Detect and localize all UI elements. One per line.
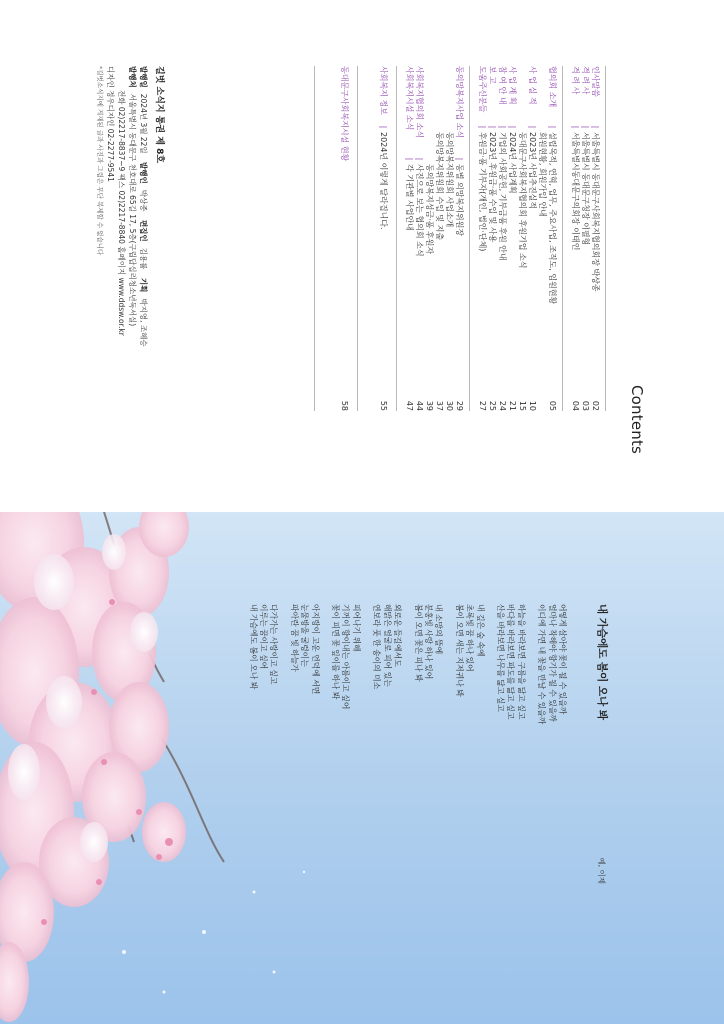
toc-page-number: 30 — [445, 400, 454, 411]
poem — [237, 604, 610, 884]
toc-entry-text: 서울특별시 동대문구청장 이필형 — [581, 132, 590, 246]
toc-entry[interactable] — [404, 66, 414, 411]
toc-page-number: 05 — [548, 400, 557, 411]
toc-separator: | — [508, 125, 517, 129]
poem-line: 초록빛 꿈 하나 있어 — [465, 604, 475, 672]
stanza — [453, 604, 484, 884]
poem-line: 다가가는 사랑이고 싶고 — [269, 604, 279, 685]
toc-entry-text: 2024년 사업계획 — [508, 132, 517, 194]
toc-entry[interactable] — [378, 66, 388, 411]
poem-line: 아지랑이 고운 언덕에 서면 — [310, 604, 320, 695]
stanza — [288, 604, 319, 884]
toc-entry[interactable] — [590, 66, 600, 411]
poem-line: 어떻게 살아야 꽃이 될 수 있을까 — [558, 604, 567, 715]
toc-section-label: 사회복지 정보 — [379, 66, 388, 115]
poem-line: 해맑은 얼굴로 피어 있는 — [382, 604, 392, 687]
stanza — [536, 604, 567, 884]
poem-author: 예, 이제 — [597, 857, 606, 884]
toc-section-label: 참 여 안 내 — [498, 66, 507, 105]
toc-entry-text: 서울특별시동대문구의회장 이태인 — [571, 132, 580, 251]
toc-page-number: 04 — [571, 400, 580, 411]
issue-title: 길벗 소식지 통권 제 8호 — [154, 66, 164, 164]
toc-page-number: 39 — [425, 400, 434, 411]
toc-entry[interactable] — [527, 66, 537, 411]
stanza — [495, 604, 526, 884]
toc-separator: | — [581, 125, 590, 129]
toc-separator: | — [591, 125, 600, 129]
toc-entry[interactable] — [547, 66, 557, 411]
poem-line: 하늘을 바라보면 구름을 닮고 싶고 — [516, 604, 526, 720]
toc-entry-text: 동의망복지위원회 사업소개 — [445, 132, 454, 228]
toc-page-number: 47 — [405, 400, 414, 411]
contact-info: 전화 02)2217-8837~9 팩스 02)2217-8840 홈페이지 www.ddsw.or.kr — [117, 90, 126, 336]
toc-page-number: 02 — [591, 400, 600, 411]
toc-entry-text: 사진으로 보는 협의회 소식 — [415, 164, 424, 257]
toc-group-info — [358, 66, 397, 411]
toc-entry-text: 서울특별시 동대문구사회복지협의회장 박상종 — [591, 132, 600, 292]
toc-entry[interactable] — [414, 66, 424, 411]
toc-section-label: 동의망복지사업 소식 — [455, 66, 464, 139]
toc-entry-text: 회원현황, 회원가입 안내 — [538, 132, 547, 217]
toc-entry-text: 동의망복지위원회 수입 및 지출 — [435, 132, 444, 241]
toc-page-number: 03 — [581, 400, 590, 411]
toc-entry-continued — [537, 66, 547, 411]
design-credit: 디자인 정우디자인 02-2277-9541 — [106, 66, 115, 182]
poem-line: 연보라 풋 한 송이의 미소 — [372, 604, 382, 690]
poem-line: 봄이 오면 꽃은 피나 봐 — [413, 604, 423, 682]
table-of-contents — [314, 66, 606, 411]
toc-page-number: 10 — [528, 400, 537, 411]
toc-page-number: 25 — [488, 400, 497, 411]
toc-separator: | — [379, 125, 388, 129]
poem-page — [0, 512, 724, 1024]
poem-line: 외로운 들길에서도 — [393, 604, 403, 667]
toc-page-number: 29 — [455, 400, 464, 411]
toc-group-facilities — [315, 66, 358, 411]
poem-line: 이디에 가면 내 꽃을 만날 수 있을까 — [537, 604, 547, 725]
poem-line: 얼마나 착해야 향기가 될 수 있을까 — [547, 604, 557, 722]
poem-line: 바다를 바라보면 파도를 닮고 싶고 — [506, 604, 516, 720]
poem-line: 산을 바라보면 나무를 닮고 싶고 — [495, 604, 505, 712]
toc-page-number: 24 — [498, 400, 507, 411]
toc-entry[interactable] — [444, 66, 454, 411]
stanza — [330, 604, 361, 884]
toc-entry-text: 2023년 후원금·품 수입 및 사용 — [488, 132, 497, 243]
toc-separator: | — [548, 125, 557, 129]
toc-group-greetings — [563, 66, 606, 411]
toc-group-council — [470, 66, 563, 411]
toc-entry[interactable] — [339, 66, 349, 411]
poem-title: 내 가슴에도 봄이 오나 봐 — [596, 604, 608, 721]
falling-petals — [122, 871, 305, 994]
toc-entry[interactable] — [424, 66, 434, 411]
toc-separator: | — [528, 125, 537, 129]
colophon — [94, 66, 164, 436]
poem-header — [595, 604, 610, 884]
toc-section-label: 사 업 실 적 — [528, 66, 537, 105]
toc-entry-text: 동대문구사회복지협의회 후원기업 소식 — [518, 132, 527, 269]
poem-line: 이루는 꿈이고 싶어 — [259, 604, 269, 670]
toc-section-label: 인사말씀 — [591, 66, 600, 97]
toc-page-number: 15 — [518, 400, 527, 411]
poem-line: 내 가슴에도 봄이 오나 봐 — [248, 604, 258, 690]
toc-separator: | — [405, 157, 414, 161]
toc-entry-text: 동의망복지성금·품 후원자 — [425, 164, 434, 255]
poem-line: 꽃이 피면 꽃 잎이를 하나 봐 — [331, 604, 341, 700]
toc-entry[interactable] — [517, 66, 527, 411]
toc-section-label: 사 업 계 획 — [508, 66, 517, 105]
toc-page-number: 44 — [415, 400, 424, 411]
toc-entry[interactable] — [507, 66, 517, 411]
toc-separator: | — [498, 125, 507, 129]
toc-page-number: 58 — [340, 400, 349, 411]
toc-entry[interactable] — [477, 66, 487, 411]
poem-line: 내 소망의 뜰에 — [434, 604, 444, 655]
toc-entry-text: 2024년 이렇게 달라집니다. — [379, 132, 388, 230]
toc-page-number: 27 — [478, 400, 487, 411]
publication-info: 발행일2024년 3월 22일 발행인박상종 편집인김용률 기획박지영, 조혜승 — [139, 66, 148, 347]
toc-entry[interactable] — [570, 66, 580, 411]
toc-entry-text: 2023년 사업추진실적 — [528, 132, 537, 209]
copyright-notice: *길벗소식지에 게재된 글과 사진과 그림은 무단 복제할 수 없습니다 — [96, 66, 104, 256]
toc-separator: | — [415, 157, 424, 161]
toc-page-number: 21 — [508, 400, 517, 411]
toc-entry-text: 기업의 사회공헌, 기부금품 후원 안내 — [498, 132, 507, 261]
contents-title: Contents — [628, 385, 646, 455]
poem-line: 봄이 오면 새는 지저귀나 봐 — [454, 604, 464, 697]
poem-line: 눈물방울 굴렁이는 — [300, 604, 310, 667]
stanza — [247, 604, 278, 884]
poem-line: 파아란 꿈 빛 하늘가 — [289, 604, 299, 672]
toc-section-label: 협의회 소개 — [548, 66, 557, 108]
toc-entry-text: 동별 의망복지위원장 — [455, 164, 464, 237]
poem-line: 내 깊은 숲 속에 — [475, 604, 485, 657]
toc-separator: | — [478, 125, 487, 129]
toc-entry[interactable] — [434, 66, 444, 411]
poem-line: 기꺼이 향이내는 아름이고 싶어 — [341, 604, 351, 710]
toc-entry[interactable] — [487, 66, 497, 411]
toc-page-number: 55 — [379, 400, 388, 411]
toc-entry[interactable] — [580, 66, 590, 411]
toc-section-label: 격 려 사 — [581, 66, 590, 95]
toc-entry-text: 설립목적, 연혁, 업무, 주요사업, 조직도, 임원현황 — [548, 132, 557, 305]
poem-line: 피어나기 위해 — [351, 604, 361, 652]
stanza — [371, 604, 402, 884]
toc-separator: | — [571, 125, 580, 129]
toc-page-number: 37 — [435, 400, 444, 411]
toc-section-label: 사회복지협의회 소식 — [415, 66, 424, 139]
toc-divider — [314, 66, 315, 411]
stanza — [412, 604, 443, 884]
toc-separator: | — [488, 125, 497, 129]
toc-group-news — [397, 66, 470, 411]
toc-section-label: 동대문구사회복지시설 현황 — [340, 66, 349, 162]
toc-entry-text: 각 기관별 사업안내 — [405, 164, 414, 231]
toc-section-label: 보 고 — [488, 66, 497, 84]
toc-separator: | — [455, 157, 464, 161]
publisher-address: 발행처서울특별시 동대문구 천호대로 65길 17, 5층(구립답십리청소년독서실) — [128, 66, 137, 327]
toc-section-label: 사회복지시설 소식 — [405, 66, 414, 131]
toc-entry[interactable] — [497, 66, 507, 411]
toc-entry-text: 후원금·품 기부자(개인, 법인·단체) — [478, 132, 487, 252]
toc-section-label: 격 려 사 — [571, 66, 580, 95]
toc-section-label: 도움주신분들 — [478, 66, 487, 113]
poem-line: 분홍빛 사랑 하나 있어 — [423, 604, 433, 680]
toc-entry[interactable] — [454, 66, 464, 411]
